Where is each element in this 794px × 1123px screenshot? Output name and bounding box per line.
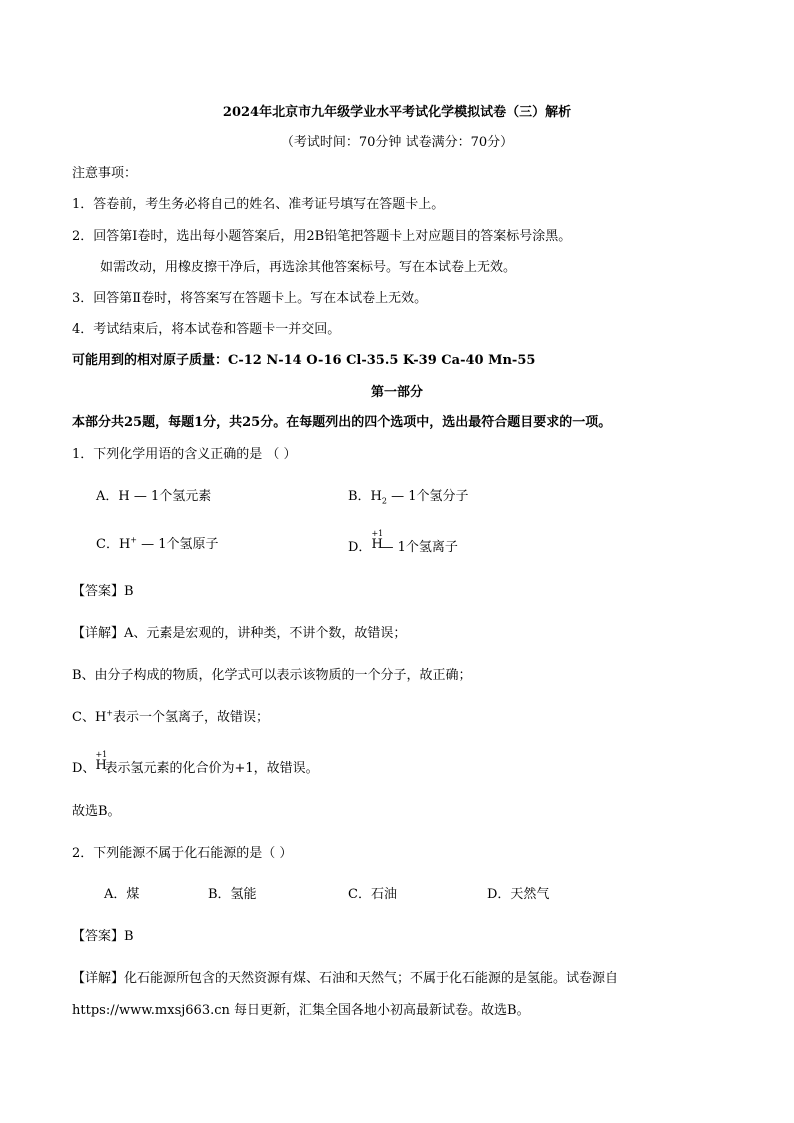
q2-detail-2: https://www.mxsj663.cn 每日更新，汇集全国各地小初高最新试卷。故选B。 [72,1003,530,1018]
valence-notation: +1 H [371,529,384,552]
notice-item-2-cont: 如需改动，用橡皮擦干净后，再选涂其他答案标号。写在本试卷上无效。 [100,260,517,275]
q2-detail-1: 【详解】化石能源所包含的天然资源有煤、石油和天然气；不属于化石能源的是氢能。试卷源自 [72,971,619,986]
q1-option-c: C．H+ — 1个氢原子 [96,535,219,552]
q2-answer: 【答案】B [72,929,134,944]
q1-detail-a: 【详解】A、元素是宏观的，讲种类，不讲个数，故错误； [72,626,407,641]
q2-option-b: B．氢能 [208,887,257,902]
q1-option-d: D． +1 H — 1个氢离子 [348,529,458,555]
valence-notation: +1 H [95,750,108,773]
q1-detail-c: C、H+表示一个氢离子，故错误； [72,708,270,725]
section-intro: 本部分共25题，每题1分，共25分。在每题列出的四个选项中，选出最符合题目要求的一项。 [72,415,612,430]
notice-item-2: 2．回答第Ⅰ卷时，选出每小题答案后，用2B铅笔把答题卡上对应题目的答案标号涂黑。 [72,229,572,244]
q1-detail-b: B、由分子构成的物质，化学式可以表示该物质的一个分子，故正确； [72,668,472,683]
document-title: 2024年北京市九年级学业水平考试化学模拟试卷（三）解析 [222,105,572,120]
exam-info: （考试时间：70分钟 试卷满分：70分） [280,135,514,150]
notice-item-1: 1．答卷前，考生务必将自己的姓名、准考证号填写在答题卡上。 [72,197,445,212]
question-1-stem: 1．下列化学用语的含义正确的是 （ ） [72,447,297,462]
q1-option-b: B．$H_2$ — 1个氢分子 [348,489,469,506]
notice-item-3: 3．回答第Ⅱ卷时，将答案写在答题卡上。写在本试卷上无效。 [72,291,428,306]
notice-heading: 注意事项： [72,166,138,181]
question-2-stem: 2．下列能源不属于化石能源的是（ ） [72,846,293,861]
q2-option-a: A．煤 [104,887,140,902]
notice-item-4: 4．考试结束后，将本试卷和答题卡一并交回。 [72,322,341,337]
q1-detail-d: D、 +1 H 表示氢元素的化合价为+1，故错误。 [72,750,319,776]
q1-conclusion: 故选B。 [72,804,121,819]
q1-option-a: A．H — 1个氢元素 [96,489,212,504]
section-title: 第一部分 [370,385,423,400]
q2-option-d: D．天然气 [487,887,550,902]
q1-answer: 【答案】B [72,584,134,599]
q2-option-c: C．石油 [348,887,397,902]
atomic-masses: 可能用到的相对原子质量：C-12 N-14 O-16 Cl-35.5 K-39 Ca-40 Mn-55 [72,353,536,368]
